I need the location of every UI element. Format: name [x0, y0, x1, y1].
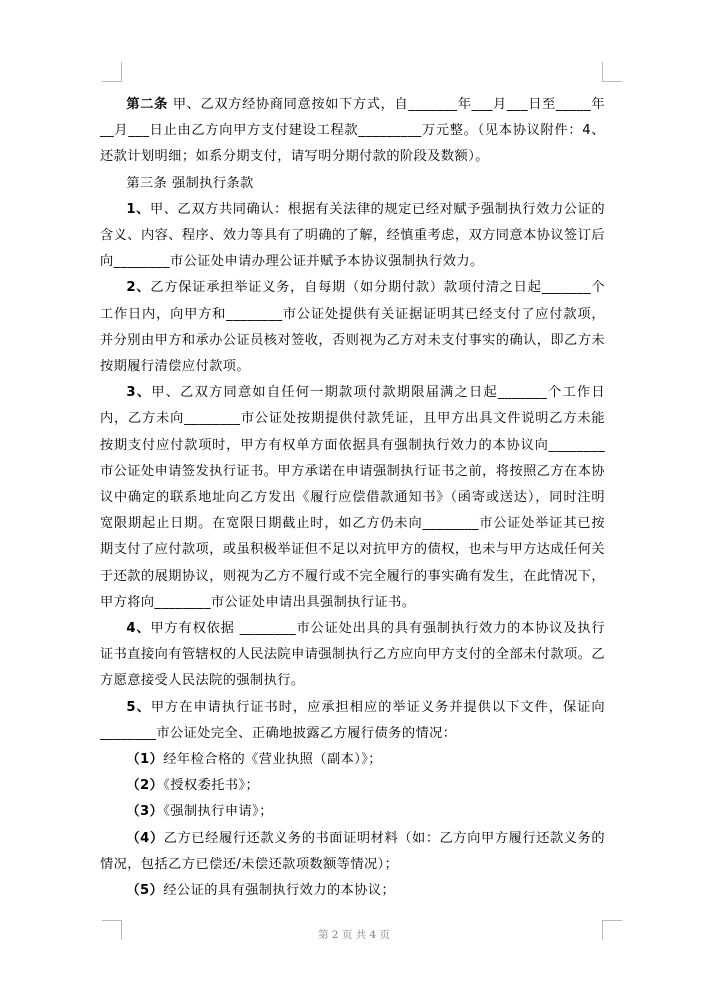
clause-4 — [100, 616, 605, 695]
clause-3 — [100, 380, 605, 616]
list-item-4 — [100, 826, 605, 878]
document-body — [100, 92, 605, 904]
list-item-1-text: 经年检合格的《营业执照（副本）》； — [163, 752, 382, 768]
list-item-4-number: （4） — [126, 830, 164, 846]
article-2-text: 甲、乙双方经协商同意按如下方式，自_______年___月___日至_____年__月___日止由乙方向甲方支付建设工程款_________万元整。（见本协议附件：4、还款计划明细；如系分期支付，请写明分期付款的阶段及数额）。 — [100, 97, 605, 165]
list-item-3-text: 《强制执行申请》； — [163, 804, 273, 820]
list-item-1-number: （1） — [126, 752, 164, 768]
clause-2-number: 2、 — [126, 280, 151, 296]
clause-3-text: 甲、乙双方同意如自任何一期款项付款期限届满之日起_______个工作日内，乙方未向________市公证处按期提供付款凭证，且甲方出具文件说明乙方未能按期支付应付款项时，甲方有权单方面依据具有强制执行效力的本协议向________市公证处申请签发执行证书。甲方承诺在申请强制执行证书之前，将按照乙方在本协议中确定的联系地址向乙方发出《履行应偿借款通知书》（函寄或送达），同时注明宽限期起止日期。在宽限日期截止时，如乙方仍未向________市公证处举证其已按期支付了应付款项，或虽积极举证但不足以对抗甲方的债权，也未与甲方达成任何关于还款的展期协议，则视为乙方不履行或不完全履行的事实确有发生，在此情况下，甲方将向________市公证处申请出具强制执行证书。 — [100, 385, 606, 610]
page-number-footer: 第 2 页 共 4 页 — [317, 929, 391, 941]
clause-5-text: 甲方在申请执行证书时，应承担相应的举证义务并提供以下文件，保证向________市公证处完全、正确地披露乙方履行债务的情况： — [100, 699, 605, 741]
article-3-title: 第三条 强制执行条款 — [126, 175, 254, 191]
clause-2 — [100, 275, 605, 380]
article-2-paragraph — [100, 92, 605, 171]
list-item-3 — [100, 799, 605, 825]
clause-5 — [100, 695, 605, 747]
list-item-2-text: 《授权委托书》； — [163, 778, 260, 794]
list-item-2-number: （2） — [126, 778, 164, 794]
clause-4-number: 4、 — [126, 621, 151, 637]
crop-mark-top-right — [602, 62, 622, 82]
clause-5-number: 5、 — [126, 699, 151, 715]
list-item-2 — [100, 773, 605, 799]
clause-1 — [100, 197, 605, 276]
list-item-5-number: （5） — [126, 883, 164, 899]
article-2-number: 第二条 — [126, 97, 168, 112]
clause-1-number: 1、 — [126, 201, 150, 217]
list-item-1 — [100, 747, 605, 773]
clause-2-text: 乙方保证承担举证义务，自每期（如分期付款）款项付清之日起_______个工作日内，向甲方和________市公证处提供有关证据证明其已经支付了应付款项，并分别由甲方和承办公证员核对签收，否则视为乙方对未支付事实的确认，即乙方未按期履行清偿应付款项。 — [100, 280, 606, 375]
clause-4-text: 甲方有权依据 ________市公证处出具的具有强制执行效力的本协议及执行证书直接向有管辖权的人民法院申请强制执行乙方应向甲方支付的全部未付款项。乙方愿意接受人民法院的强制执行。 — [100, 621, 606, 689]
list-item-5-text: 经公证的具有强制执行效力的本协议； — [163, 883, 396, 899]
list-item-5 — [100, 878, 605, 904]
list-item-4-text: 乙方已经履行还款义务的书面证明材料（如：乙方向甲方履行还款义务的情况，包括乙方已偿还/未偿还款项数额等情况）； — [100, 830, 605, 872]
clause-3-number: 3、 — [126, 385, 152, 401]
clause-1-text: 甲、乙双方共同确认：根据有关法律的规定已经对赋予强制执行效力公证的含义、内容、程序、效力等具有了明确的了解，经慎重考虑，双方同意本协议签订后向________市公证处申请办理公证并赋予本协议强制执行效力。 — [100, 201, 605, 270]
list-item-3-number: （3） — [126, 804, 164, 820]
crop-mark-top-left — [102, 62, 122, 82]
